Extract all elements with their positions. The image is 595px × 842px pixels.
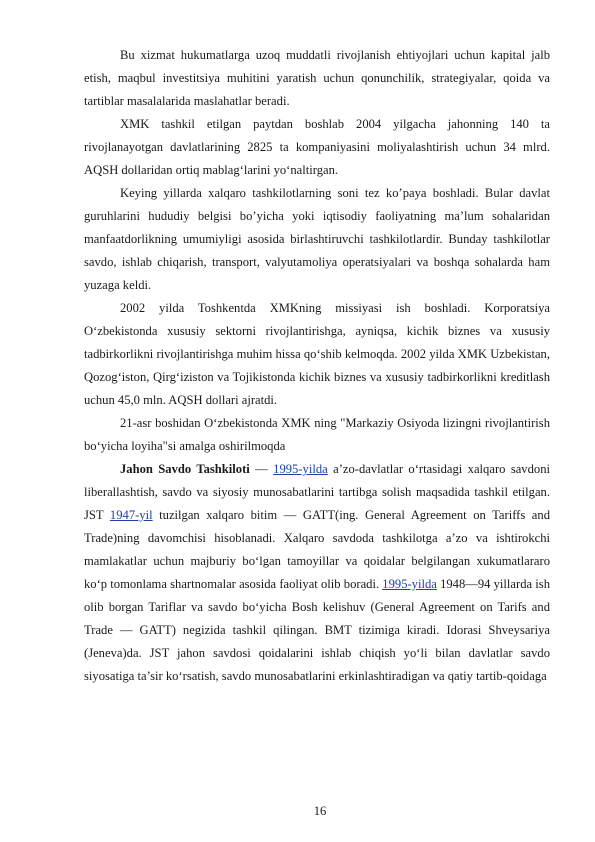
paragraph-wto: [84, 458, 550, 688]
page-number: 16: [313, 804, 327, 818]
year-1947-link[interactable]: 1947-yil: [109, 508, 153, 522]
wto-text-2: tuzilgan xalqaro bitim — GATT(ing. General Agreement on Tariffs and Trade)ning davomchisi hisoblanadi. Xalqaro savdoda tashkilotga a’zo va ishtirokchi mamlakatlar uchun majburiy bo‘lgan tamoyillar va qoidalar belgilangan xukumatlararo ko‘p tomonlama shartnomalar asosida faoliyat olib boradi.: [84, 508, 550, 591]
wto-dash: —: [249, 462, 274, 476]
paragraph-ifc-service: Bu xizmat hukumatlarga uzoq muddatli rivojlanish ehtiyojlari uchun kapital jalb etish, maqbul investitsiya muhitini yaratish uchun qonunchilik, strategiyalar, qoida va tartiblar masalalarida maslahatlar beradi.: [84, 48, 550, 108]
paragraph-international-organizations: Keying yillarda xalqaro tashkilotlarning soni tez ko’paya boshladi. Bular davlat guruhlarini hududiy belgisi bo’yicha yoki iqtisodiy faoliyatning ma’lum sohalaridan manfaatdorlikning umumiyligi asosida birlashtiruvchi tashkilotlardir. Bunday tashkilotlar savdo, ishlab chiqarish, transport, valyutamoliya operatsiyalari va boshqa sohalarda ham yuzaga keldi.: [84, 186, 550, 292]
paragraph-ifc-tashkent: 2002 yilda Toshkentda XMKning missiyasi ish boshladi. Korporatsiya O‘zbekistonda xususiy sektorni rivojlantirishga, ayniqsa, kichik biznes va xususiy tadbirkorlikni rivojlantirishga muhim hissa qo‘shib kelmoqda. 2002 yilda XMK Uzbekistan, Qozog‘iston, Qirg‘iziston va Tojikistonda kichik biznes va xususiy tadbirkorlikni kreditlash uchun 45,0 mln. AQSH dollari ajratdi.: [84, 301, 550, 407]
document-body: [84, 44, 550, 688]
paragraph-ifc-funding: XMK tashkil etilgan paytdan boshlab 2004 yilgacha jahonning 140 ta rivojlanayotgan davlatlarining 2825 ta kompaniyasini moliyalashtirish uchun 34 mlrd. AQSH dollaridan ortiq mablag‘larini yo‘naltirgan.: [84, 117, 550, 177]
wto-text-1: a’zo-davlatlar o‘rtasidagi xalqaro savdoni liberallashtish, savdo va siyosiy munosabatlarini tartibga solish maqsadida tashkil etilgan. JST: [84, 462, 550, 522]
wto-term: Jahon Savdo Tashkiloti: [120, 462, 250, 476]
year-1995-link-second[interactable]: 1995-yilda: [382, 577, 437, 591]
wto-text-3: 1948—94 yillarda ish olib borgan Tariflar va savdo bo‘yicha Bosh kelishuv (General Agreement on Tarifs and Trade — GATT) negizida tashkil qilingan. BMT tizimiga kiradi. Idorasi Shveysariya (Jeneva)da. JST jahon savdosi qoidalarini ishlab chiqish yo‘li bilan davlatlar savdo siyosatiga ta’sir ko‘rsatish, savdo munosabatlarini erkinlashtiradigan va qatiy tartib-qoidaga: [84, 577, 550, 683]
year-1995-link[interactable]: 1995-yilda: [273, 462, 328, 476]
paragraph-leasing-project: 21-asr boshidan O‘zbekistonda XMK ning "Markaziy Osiyoda lizingni rivojlantirish bo‘yicha loyiha"si amalga oshirilmoqda: [84, 416, 550, 453]
